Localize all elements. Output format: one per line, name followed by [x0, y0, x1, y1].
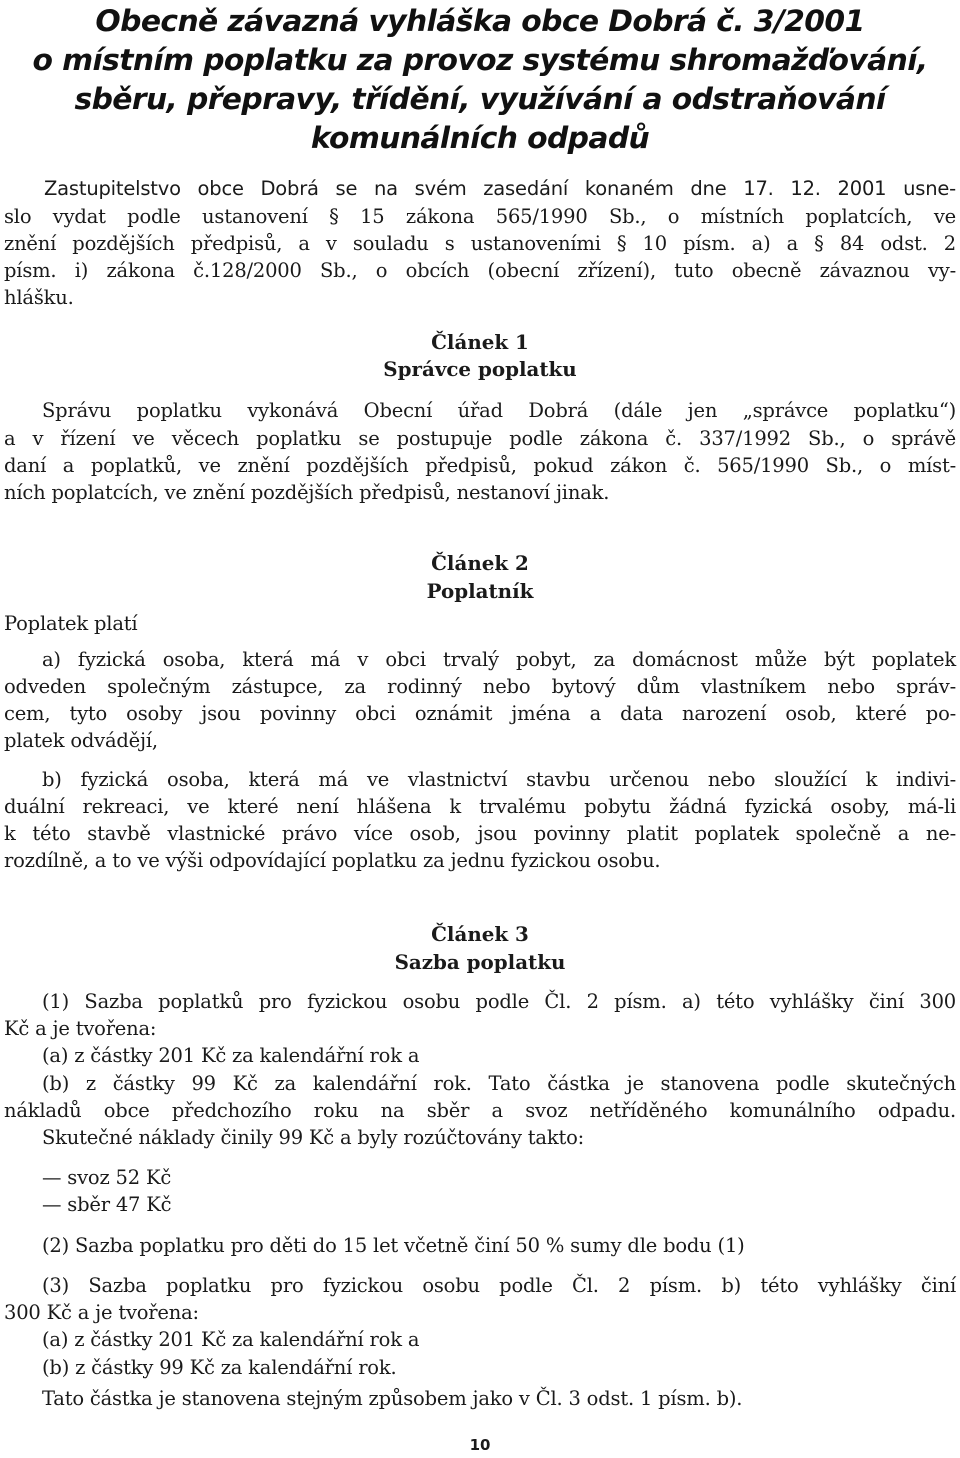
article-2-heading: Poplatník: [426, 579, 534, 603]
article-1-line: Správu poplatku vykonává Obecní úřad Dobrá (dále jen „správce poplatku“): [42, 399, 956, 422]
article-2-line: cem, tyto osoby jsou povinny obci oznámit jména a data narození osob, které po-: [4, 702, 956, 725]
article-3-line: (2) Sazba poplatku pro děti do 15 let včetně činí 50 % sumy dle bodu (1): [42, 1234, 745, 1257]
cost-item-sber: — sběr 47 Kč: [42, 1193, 172, 1216]
intro-line: znění pozdějších předpisů, a v souladu s ustanoveními § 10 písm. a) a § 84 odst. 2: [4, 232, 956, 255]
intro-line: slo vydat podle ustanovení § 15 zákona 565/1990 Sb., o místních poplatcích, ve: [4, 205, 956, 228]
article-3-line: (b) z částky 99 Kč za kalendářní rok.: [42, 1356, 397, 1379]
article-2-line: platek odvádějí,: [4, 729, 158, 752]
article-2-line: k této stavbě vlastnické právo více osob, jsou povinny platit poplatek společně a ne-: [4, 822, 956, 845]
article-3-number: Článek 3: [431, 922, 529, 946]
article-3-line: (a) z částky 201 Kč za kalendářní rok a: [42, 1044, 420, 1067]
article-3-line: (3) Sazba poplatku pro fyzickou osobu podle Čl. 2 písm. b) této vyhlášky činí: [42, 1274, 956, 1297]
article-3-heading: Sazba poplatku: [394, 950, 566, 974]
article-1-line: ních poplatcích, ve znění pozdějších předpisů, nestanoví jinak.: [4, 481, 610, 504]
title-line: sběru, přepravy, třídění, využívání a odstraňování: [74, 82, 886, 117]
title-line: Obecně závazná vyhláška obce Dobrá č. 3/2001: [95, 4, 865, 39]
article-3-line: Tato částka je stanovena stejným způsobem jako v Čl. 3 odst. 1 písm. b).: [42, 1387, 743, 1410]
article-3-line: (1) Sazba poplatků pro fyzickou osobu podle Čl. 2 písm. a) této vyhlášky činí 300: [42, 990, 956, 1013]
article-1-line: daní a poplatků, ve znění pozdějších předpisů, pokud zákon č. 565/1990 Sb., o míst-: [4, 454, 956, 477]
intro-line: hlášku.: [4, 286, 74, 309]
article-2-line: rozdílně, a to ve výši odpovídající poplatku za jednu fyzickou osobu.: [4, 849, 661, 872]
article-1-number: Článek 1: [431, 330, 529, 354]
article-2-number: Článek 2: [431, 551, 529, 575]
article-3-line: (b) z částky 99 Kč za kalendářní rok. Tato částka je stanovena podle skutečných: [42, 1072, 956, 1095]
article-3-line: (a) z částky 201 Kč za kalendářní rok a: [42, 1328, 420, 1351]
article-3-line: 300 Kč a je tvořena:: [4, 1301, 199, 1324]
article-2-line: odveden společným zástupce, za rodinný nebo bytový dům vlastníkem nebo správ-: [4, 675, 956, 698]
article-2-lead: Poplatek platí: [4, 612, 138, 635]
title-line: o místním poplatku za provoz systému shromažďování,: [32, 43, 928, 78]
article-1-heading: Správce poplatku: [383, 357, 577, 381]
article-3-line: nákladů obce předchozího roku na sběr a svoz netříděného komunálního odpadu.: [4, 1099, 956, 1122]
article-3-line: Kč a je tvořena:: [4, 1017, 157, 1040]
article-2-line: b) fyzická osoba, která má ve vlastnictví stavbu určenou nebo sloužící k indivi-: [42, 768, 956, 791]
intro-line: písm. i) zákona č.128/2000 Sb., o obcích (obecní zřízení), tuto obecně závaznou vy-: [4, 259, 956, 282]
article-2-line: a) fyzická osoba, která má v obci trvalý pobyt, za domácnost může být poplatek: [42, 648, 956, 671]
article-3-line: Skutečné náklady činily 99 Kč a byly rozúčtovány takto:: [42, 1126, 584, 1149]
cost-item-svoz: — svoz 52 Kč: [42, 1166, 172, 1189]
page-number: 10: [469, 1436, 491, 1454]
title-line: komunálních odpadů: [310, 121, 650, 156]
article-2-line: duální rekreaci, ve které není hlášena k trvalému pobytu žádná fyzická osoby, má-li: [4, 795, 956, 818]
document-title: [0, 2, 960, 158]
intro-line: Zastupitelstvo obce Dobrá se na svém zasedání konaném dne 17. 12. 2001 usne-: [44, 177, 956, 200]
article-1-line: a v řízení ve věcech poplatku se postupuje podle zákona č. 337/1992 Sb., o správě: [4, 427, 956, 450]
